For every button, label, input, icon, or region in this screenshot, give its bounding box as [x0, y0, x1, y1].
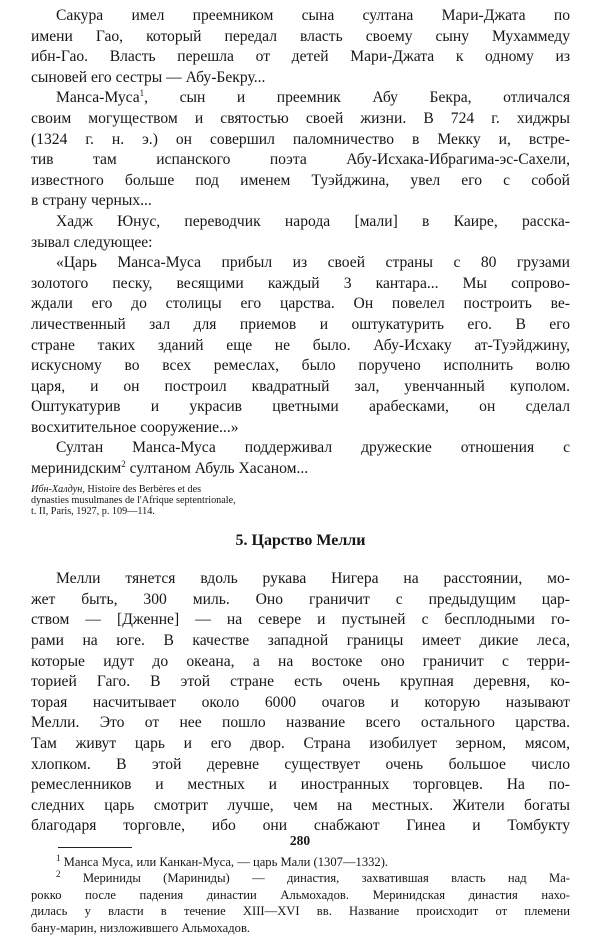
text-line: Мелли. Это от нее пошло название всего остального царства.	[31, 714, 570, 732]
footnote-text: Манса Муса, или Канкан-Муса, — царь Мали (1307—1332).	[63, 854, 389, 869]
text-line: Хадж Юнус, переводчик народа [мали] в Каире, расска-	[56, 212, 570, 230]
text-line: золотого песку, весящими каждый 3 кантара... Мы сопрово-	[31, 274, 570, 292]
text-fragment: султаном Абуль Хасаном...	[125, 460, 309, 478]
paragraph	[31, 88, 570, 212]
text-line: Там живут царь и его двор. Страна изобилует зерном, мясом,	[31, 735, 570, 753]
text-line: своим могуществом и святостью своей жизни. В 724 г. хиджры	[31, 109, 570, 127]
footnote-mark: 2	[56, 870, 61, 880]
text-line: тив там испанского поэта Абу-Исхака-Ибрагима-эс-Сахели,	[31, 151, 570, 169]
text-line	[31, 88, 570, 109]
text-line: торая насчитывает около 6000 очагов и которую называют	[31, 693, 570, 711]
footnote	[31, 854, 570, 870]
text-line: ибн-Гао. Власть перешла от детей Мари-Джата к одному из	[31, 48, 570, 66]
text-line: ремесленников и местных и иностранных торговцев. На по-	[31, 776, 570, 794]
text-line: в страну черных...	[31, 192, 152, 210]
text-line: восхитительное сооружение...»	[31, 418, 239, 436]
text-line: Сакура имел преемником сына султана Мари-Джата по	[56, 7, 570, 24]
footnote-line	[31, 854, 570, 870]
section-heading: 5. Царство Мелли	[235, 532, 366, 550]
melli-text	[31, 569, 570, 837]
text-line: искусному во всех ремеслах, было поручено исполнить волю	[31, 357, 570, 375]
text-line: имени Гао, который передал власть своему сыну Мухаммеду	[31, 27, 570, 45]
citation-title: Histoire des Berbères et des	[87, 483, 202, 495]
text-line: благодаря торговле, ибо они снабжают Гинеа и Томбукту	[31, 817, 570, 835]
text-line: которые идут до океана, а на востоке оно граничит с терри-	[31, 652, 570, 670]
text-line: Султан Манса-Муса поддерживал дружеские отношения с	[56, 439, 570, 457]
text-line: известного больше под именем Туэйджина, увел его с собой	[31, 171, 570, 189]
text-fragment: Манса-Муса	[56, 89, 140, 107]
text-line: рами на юге. В качестве западной границы имеет дикие леса,	[31, 632, 570, 650]
text-line: стране таких зданий еще не было. Абу-Исхаку ат-Туэйджину,	[31, 336, 570, 354]
text-line: хлопком. В этой деревне существует очень большое число	[31, 755, 570, 773]
footnotes	[31, 854, 570, 936]
text-line	[31, 459, 570, 480]
footnote-line: дилась у власти в течение XIII—XVI вв. Название происходит от племени	[31, 904, 570, 919]
footnote	[31, 870, 570, 936]
text-line: ством — [Дженне] — на севере и пустыней с бесплодными го-	[31, 611, 570, 629]
text-line: жет быть, 300 миль. Оно граничит с предыдущим цар-	[31, 590, 570, 608]
footnote-ref: 1	[139, 88, 145, 99]
text-line: личественный зал для приемов и оштукатурить его. В его	[31, 315, 570, 333]
page-number: 280	[289, 833, 311, 848]
citation-line	[31, 484, 570, 495]
citation-line: dynasties musulmanes de l'Afrique septentrionale,	[31, 494, 236, 506]
paragraph	[31, 6, 570, 88]
text-line: Мелли тянется вдоль рукава Нигера на расстоянии, мо-	[56, 570, 570, 588]
footnote-line: бану-марин, низложившего Альмохадов.	[31, 920, 251, 935]
text-line: торией Гаго. В этой стране есть очень крупная деревня, ко-	[31, 673, 570, 691]
text-line: царя, и он построил квадратный зал, увенчанный куполом.	[31, 377, 570, 395]
text-line: сыновей его сестры — Абу-Бекру...	[31, 68, 266, 86]
footnote-line	[31, 870, 570, 886]
text-line: зывал следующее:	[31, 233, 153, 251]
paragraph	[31, 438, 570, 479]
citation-line: t. II, Paris, 1927, p. 109—114.	[31, 506, 155, 518]
quote-paragraph	[31, 253, 570, 438]
text-line: Оштукатурив и украсив цветными арабесками, он сделал	[31, 398, 570, 416]
source-citation	[31, 484, 570, 518]
footnote-line: рокко после падения династии Альмохадов. Меринидская династия нахо-	[31, 887, 570, 902]
text-fragment: , сын и преемник Абу Бекра, отличался	[144, 89, 570, 107]
text-line: (1324 г. н. э.) он совершил паломничество в Мекку и, встре-	[31, 130, 570, 148]
text-line: следних царь смотрит лучше, чем на местных. Жители богаты	[31, 796, 570, 814]
footnote-mark: 1	[56, 853, 61, 863]
text-line: «Царь Манса-Муса прибыл из своей страны с 80 грузами	[56, 254, 570, 272]
footnote-text: Мериниды (Мариниды) — династия, захватившая власть над Ма-	[82, 871, 570, 886]
main-text	[31, 6, 570, 480]
citation-author: Ибн-Халдун,	[31, 483, 85, 495]
footnote-ref: 2	[121, 459, 126, 469]
text-line: ждали его до столицы его царства. Он повелел построить ве-	[31, 295, 570, 313]
text-fragment: меринидским	[31, 460, 122, 478]
paragraph	[31, 212, 570, 253]
